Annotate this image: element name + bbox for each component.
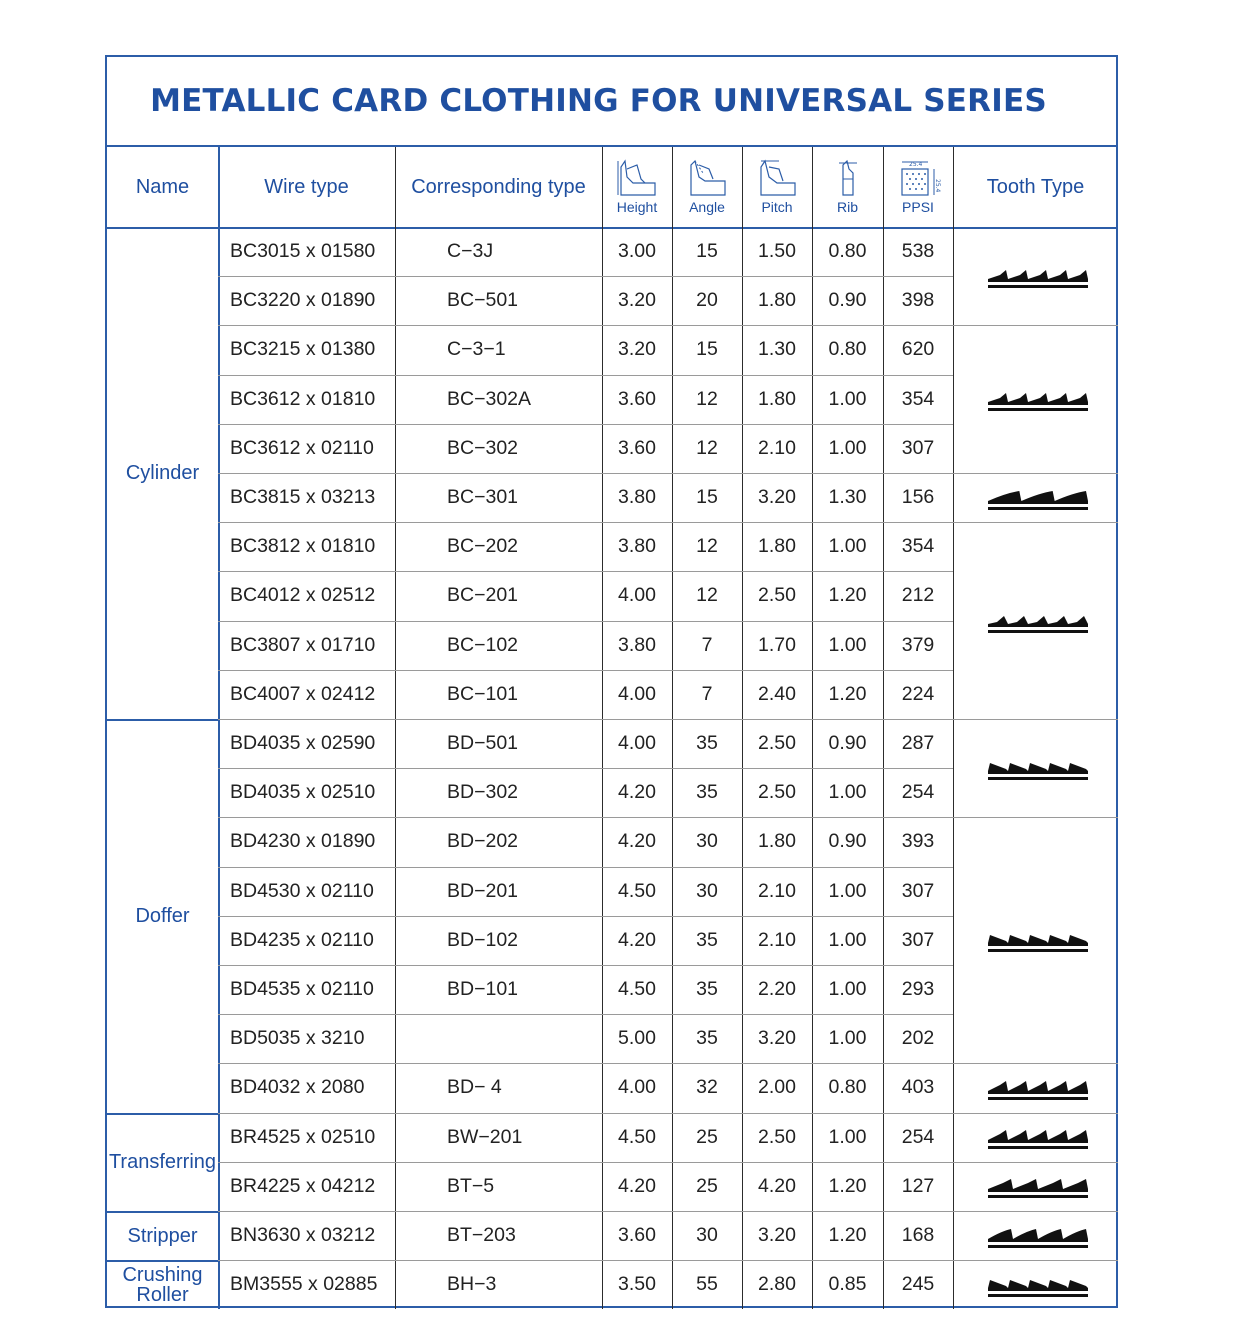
wire-type-cell: BC4012 x 02512 [230, 584, 376, 607]
rib-cell: 0.90 [828, 830, 867, 853]
rib-cell: 1.00 [828, 928, 867, 951]
angle-cell: 12 [696, 436, 718, 459]
corresponding-type-cell: BD−201 [447, 879, 519, 902]
header-tooth-type [953, 147, 1118, 227]
height-cell: 3.60 [618, 1224, 656, 1246]
rib-cell: 1.00 [828, 879, 867, 902]
corresponding-type-cell: BC−301 [447, 486, 519, 508]
angle-icon [685, 159, 729, 197]
rib-cell: 1.20 [828, 1174, 867, 1197]
row-divider [218, 473, 953, 474]
angle-cell: 12 [696, 387, 718, 410]
wire-type-cell: BR4225 x 04212 [230, 1174, 376, 1197]
row-divider [218, 522, 953, 523]
header-wire-type-label: Wire type [264, 175, 349, 198]
rib-cell: 1.00 [828, 781, 867, 804]
corresponding-type-cell: BC−201 [447, 584, 519, 607]
group-divider [107, 719, 218, 721]
corresponding-type-cell: C−3−1 [447, 338, 506, 361]
angle-cell: 15 [696, 486, 718, 508]
height-cell: 4.50 [618, 879, 656, 902]
header-name [107, 147, 218, 227]
rib-cell: 1.00 [828, 387, 867, 410]
corresponding-type-cell: C−3J [447, 240, 494, 262]
rib-cell: 1.00 [828, 535, 867, 558]
wire-type-cell: BN3630 x 03212 [230, 1224, 376, 1246]
rib-cell: 1.00 [828, 633, 867, 656]
rib-cell: 1.00 [828, 978, 867, 1000]
row-divider [218, 1162, 953, 1163]
row-divider [218, 817, 953, 818]
row-divider [218, 621, 953, 622]
pitch-cell: 1.80 [758, 387, 796, 410]
angle-cell: 32 [696, 1076, 718, 1099]
ppsi-cell: 254 [901, 781, 935, 804]
ppsi-cell: 287 [901, 732, 935, 754]
ppsi-dim-top: 25.4 [909, 161, 923, 168]
ppsi-cell: 393 [901, 830, 935, 853]
page-title [107, 57, 1116, 147]
row-divider [218, 571, 953, 572]
pitch-icon [755, 159, 799, 197]
pitch-cell: 1.30 [758, 338, 796, 361]
tooth-profile-icon [986, 1225, 1090, 1251]
wire-type-cell: BD4035 x 02590 [230, 732, 376, 754]
height-cell: 4.00 [618, 584, 656, 607]
ppsi-cell: 202 [901, 1027, 935, 1050]
wire-type-cell: BC3220 x 01890 [230, 289, 376, 312]
row-divider [218, 1063, 953, 1064]
tooth-divider [953, 719, 1118, 720]
wire-type-cell: BD4235 x 02110 [230, 928, 374, 951]
ppsi-cell: 307 [901, 436, 935, 459]
group-name: Transferring [108, 1150, 217, 1173]
corresponding-type-cell: BC−101 [447, 682, 519, 705]
angle-cell: 7 [701, 682, 713, 705]
row-divider [218, 768, 953, 769]
header-ppsi [883, 147, 953, 227]
column-divider [218, 147, 220, 1309]
tooth-profile-icon [986, 487, 1090, 513]
ppsi-cell: 398 [901, 289, 935, 312]
pitch-cell: 2.80 [758, 1273, 796, 1296]
group-name: Doffer [135, 904, 190, 927]
row-divider [218, 719, 953, 720]
tooth-divider [953, 1260, 1118, 1261]
height-cell: 3.20 [618, 289, 656, 312]
row-divider [218, 1113, 953, 1114]
ppsi-cell: 168 [901, 1224, 935, 1246]
row-divider [218, 965, 953, 966]
height-cell: 3.80 [618, 535, 656, 558]
wire-type-cell: BC4007 x 02412 [230, 682, 376, 705]
spec-table [105, 55, 1118, 1308]
ppsi-cell: 212 [901, 584, 935, 607]
ppsi-cell: 293 [901, 978, 935, 1000]
pitch-cell: 2.40 [758, 682, 796, 705]
corresponding-type-cell: BC−302A [447, 387, 532, 410]
angle-cell: 15 [696, 338, 718, 361]
wire-type-cell: BM3555 x 02885 [230, 1273, 378, 1296]
ppsi-cell: 156 [901, 486, 935, 508]
angle-cell: 30 [696, 1224, 718, 1246]
rib-cell: 0.90 [828, 289, 867, 312]
angle-cell: 30 [696, 879, 718, 902]
ppsi-cell: 538 [901, 240, 935, 262]
rib-icon [833, 159, 863, 197]
angle-cell: 12 [696, 535, 718, 558]
rib-cell: 1.20 [828, 584, 867, 607]
pitch-cell: 1.80 [758, 289, 796, 312]
corresponding-type-cell: BD−101 [447, 978, 519, 1000]
corresponding-type-cell: BT−5 [447, 1174, 495, 1197]
row-divider [218, 424, 953, 425]
wire-type-cell: BC3815 x 03213 [230, 486, 376, 508]
row-divider [218, 1260, 953, 1261]
tooth-divider [953, 522, 1118, 523]
height-cell: 4.20 [618, 928, 656, 951]
ppsi-cell: 254 [901, 1125, 935, 1148]
height-cell: 4.50 [618, 1125, 656, 1148]
angle-cell: 7 [701, 633, 713, 656]
corresponding-type-cell: BD−501 [447, 732, 519, 754]
wire-type-cell: BC3015 x 01580 [230, 240, 376, 262]
ppsi-cell: 307 [901, 928, 935, 951]
column-divider [395, 147, 396, 1309]
header-height-label: Height [616, 199, 658, 215]
row-divider [218, 1014, 953, 1015]
group-name: Stripper [127, 1224, 198, 1247]
pitch-cell: 3.20 [758, 486, 796, 508]
tooth-divider [953, 1063, 1118, 1064]
angle-cell: 12 [696, 584, 718, 607]
ppsi-cell: 403 [901, 1076, 935, 1099]
tooth-profile-icon [986, 1274, 1090, 1300]
height-cell: 4.00 [618, 1076, 656, 1099]
tooth-divider [953, 817, 1118, 818]
tooth-profile-icon [986, 388, 1090, 414]
tooth-divider [953, 325, 1118, 326]
header-rib-label: Rib [836, 199, 858, 215]
angle-cell: 55 [696, 1273, 718, 1296]
corresponding-type-cell: BD−202 [447, 830, 519, 853]
wire-type-cell: BD4530 x 02110 [230, 879, 374, 902]
height-cell: 3.20 [618, 338, 656, 361]
pitch-cell: 2.20 [758, 978, 796, 1000]
wire-type-cell: BC3612 x 02110 [230, 436, 374, 459]
pitch-cell: 2.10 [758, 928, 796, 951]
wire-type-cell: BD4035 x 02510 [230, 781, 376, 804]
angle-cell: 30 [696, 830, 718, 853]
rib-cell: 1.20 [828, 682, 867, 705]
rib-cell: 1.20 [828, 1224, 867, 1246]
rib-cell: 0.85 [828, 1273, 867, 1296]
pitch-cell: 2.50 [758, 781, 796, 804]
wire-type-cell: BC3612 x 01810 [230, 387, 376, 410]
ppsi-cell: 245 [901, 1273, 935, 1296]
rib-cell: 1.30 [828, 486, 867, 508]
row-divider [218, 916, 953, 917]
angle-cell: 35 [696, 978, 718, 1000]
angle-cell: 35 [696, 781, 718, 804]
corresponding-type-cell: BC−102 [447, 633, 519, 656]
tooth-divider [953, 1162, 1118, 1163]
header-wire-type [218, 147, 395, 227]
group-divider [107, 1211, 218, 1213]
angle-cell: 35 [696, 732, 718, 754]
row-divider [218, 375, 953, 376]
rib-cell: 0.80 [828, 1076, 867, 1099]
height-cell: 3.50 [618, 1273, 656, 1296]
tooth-divider [953, 473, 1118, 474]
pitch-cell: 2.10 [758, 879, 796, 902]
ppsi-cell: 620 [901, 338, 935, 361]
rib-cell: 0.80 [828, 338, 867, 361]
tooth-profile-icon [986, 1077, 1090, 1103]
wire-type-cell: BD4535 x 02110 [230, 978, 374, 1000]
height-cell: 4.00 [618, 732, 656, 754]
row-divider [218, 867, 953, 868]
row-divider [218, 1211, 953, 1212]
height-cell: 3.80 [618, 486, 656, 508]
ppsi-cell: 307 [901, 879, 935, 902]
pitch-cell: 4.20 [758, 1174, 796, 1197]
corresponding-type-cell: BW−201 [447, 1125, 523, 1148]
pitch-cell: 2.50 [758, 732, 796, 754]
ppsi-cell: 379 [901, 633, 935, 656]
corresponding-type-cell: BC−501 [447, 289, 519, 312]
height-cell: 3.00 [618, 240, 656, 262]
corresponding-type-cell: BC−302 [447, 436, 519, 459]
tooth-profile-icon [986, 1126, 1090, 1152]
rib-cell: 1.00 [828, 1027, 867, 1050]
column-divider [953, 147, 954, 1309]
pitch-cell: 1.80 [758, 535, 796, 558]
rib-cell: 1.00 [828, 1125, 867, 1148]
pitch-cell: 1.70 [758, 633, 796, 656]
ppsi-cell: 354 [901, 387, 935, 410]
height-cell: 3.80 [618, 633, 656, 656]
header-rib [812, 147, 883, 227]
header-tooth-type-label: Tooth Type [986, 175, 1085, 198]
height-cell: 4.00 [618, 682, 656, 705]
group-divider [107, 1113, 218, 1115]
angle-cell: 25 [696, 1125, 718, 1148]
height-cell: 3.60 [618, 436, 656, 459]
pitch-cell: 2.10 [758, 436, 796, 459]
height-cell: 4.50 [618, 978, 656, 1000]
height-cell: 4.20 [618, 1174, 656, 1197]
height-icon [615, 159, 659, 197]
header-pitch-label: Pitch [761, 199, 793, 215]
wire-type-cell: BR4525 x 02510 [230, 1125, 376, 1148]
group-name: Cylinder [125, 462, 200, 484]
pitch-cell: 3.20 [758, 1224, 796, 1246]
tooth-profile-icon [986, 610, 1090, 636]
pitch-cell: 2.00 [758, 1076, 796, 1099]
header-angle [672, 147, 742, 227]
wire-type-cell: BC3215 x 01380 [230, 338, 376, 361]
angle-cell: 15 [696, 240, 718, 262]
title-text: METALLIC CARD CLOTHING FOR UNIVERSAL SERIES [150, 83, 1047, 119]
tooth-profile-icon [986, 929, 1090, 955]
height-cell: 5.00 [618, 1027, 656, 1050]
corresponding-type-cell: BD− 4 [447, 1076, 502, 1099]
header-height [602, 147, 672, 227]
ppsi-cell: 354 [901, 535, 935, 558]
pitch-cell: 2.50 [758, 584, 796, 607]
rib-cell: 1.00 [828, 436, 867, 459]
pitch-cell: 1.80 [758, 830, 796, 853]
wire-type-cell: BC3812 x 01810 [230, 535, 376, 558]
header-corresponding-type [395, 147, 602, 227]
header-angle-label: Angle [689, 199, 725, 215]
tooth-profile-icon [986, 265, 1090, 291]
height-cell: 3.60 [618, 387, 656, 410]
wire-type-cell: BD5035 x 3210 [230, 1027, 365, 1050]
corresponding-type-cell: BT−203 [447, 1224, 516, 1246]
header-name-label: Name [135, 175, 190, 198]
wire-type-cell: BD4230 x 01890 [230, 830, 376, 853]
corresponding-type-cell: BH−3 [447, 1273, 497, 1296]
header-corresponding-type-label: Corresponding type [411, 175, 586, 198]
tooth-profile-icon [986, 1175, 1090, 1201]
ppsi-cell: 224 [901, 682, 935, 705]
corresponding-type-cell: BC−202 [447, 535, 519, 558]
ppsi-grid-icon [896, 159, 940, 197]
row-divider [218, 325, 953, 326]
corresponding-type-cell: BD−102 [447, 928, 519, 951]
tooth-profile-icon [986, 757, 1090, 783]
header-pitch [742, 147, 812, 227]
wire-type-cell: BC3807 x 01710 [230, 633, 376, 656]
height-cell: 4.20 [618, 781, 656, 804]
row-divider [218, 276, 953, 277]
ppsi-cell: 127 [901, 1174, 935, 1197]
row-divider [218, 670, 953, 671]
header-ppsi-label: PPSI [902, 199, 934, 215]
rib-cell: 0.90 [828, 732, 867, 754]
corresponding-type-cell: BD−302 [447, 781, 519, 804]
pitch-cell: 3.20 [758, 1027, 796, 1050]
tooth-divider [953, 1113, 1118, 1114]
height-cell: 4.20 [618, 830, 656, 853]
pitch-cell: 1.50 [758, 240, 796, 262]
pitch-cell: 2.50 [758, 1125, 796, 1148]
tooth-divider [953, 1211, 1118, 1212]
ppsi-dim-side: 25.4 [934, 179, 941, 193]
wire-type-cell: BD4032 x 2080 [230, 1076, 365, 1099]
angle-cell: 25 [696, 1174, 718, 1197]
group-name: Crushing Roller [122, 1263, 203, 1306]
angle-cell: 35 [696, 1027, 718, 1050]
angle-cell: 20 [696, 289, 718, 312]
rib-cell: 0.80 [828, 240, 867, 262]
group-divider [107, 1260, 218, 1262]
angle-cell: 35 [696, 928, 718, 951]
